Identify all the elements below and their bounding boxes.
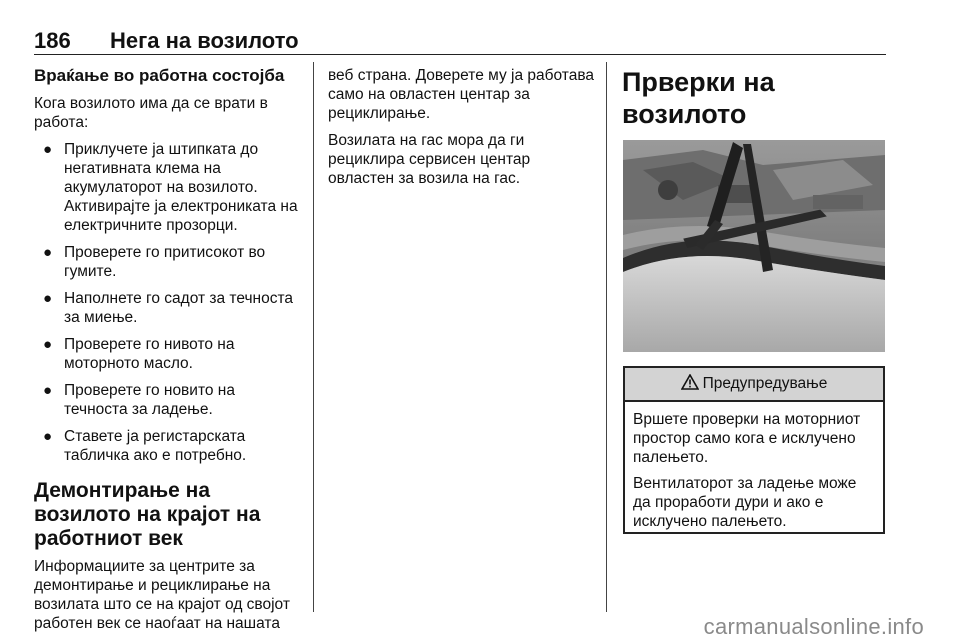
checklist xyxy=(34,140,302,465)
page-header xyxy=(34,28,886,52)
warning-header xyxy=(625,368,883,402)
list-item: ● Проверете го новито на течноста за ладење. xyxy=(43,382,235,418)
list-item: ● Приклучете ја штипката до негативната клема на акумулаторот на возилото. Активирајте ја електрониката на електричните прозорци. xyxy=(43,141,298,234)
gas-vehicle-text: Возилата на гас мора да ги рециклира сервисен центар овластен за возила на гас. xyxy=(328,132,531,187)
section-title-vehicle-checks: Прверки на возилото xyxy=(622,67,775,129)
header-rule xyxy=(34,54,886,55)
list-item: ● Наполнете го садот за течноста за миење. xyxy=(43,290,294,326)
engine-hood-photo xyxy=(623,140,885,352)
left-column xyxy=(34,66,302,633)
warning-triangle-icon xyxy=(681,374,699,395)
list-item: ● Проверете го нивото на моторното масло. xyxy=(43,336,235,372)
warning-box xyxy=(623,366,885,534)
end-of-life-text: Информациите за центрите за демонтирање и рециклирање на возилата што се на крајот од својот работен век се наоѓаат на нашата xyxy=(34,558,290,632)
warning-text: Вентилаторот за ладење може да проработи дури и ако е исклучено палењето. xyxy=(633,475,857,530)
section-heading-return-to-service: Враќање во работна состојба xyxy=(34,66,285,85)
warning-body xyxy=(625,402,883,531)
warning-title: Предупредување xyxy=(702,375,828,392)
watermark: carmanualsonline.info xyxy=(703,614,924,639)
page-number: 186 xyxy=(34,28,71,53)
intro-text: Кога возилото има да се врати в работа: xyxy=(34,95,268,131)
recycling-text: веб страна. Доверете му ја работава само на овластен центар за рециклирање. xyxy=(328,67,595,122)
column-divider xyxy=(313,62,314,612)
middle-column xyxy=(328,66,598,188)
section-heading-end-of-life: Демонтирање на возилото на крајот на работниот век xyxy=(34,479,261,550)
list-item: ● Проверете го притисокот во гумите. xyxy=(43,244,266,280)
column-divider xyxy=(606,62,607,612)
page-title: Нега на возилото xyxy=(110,28,299,53)
list-item: ● Ставете ја регистарската табличка ако е потребно. xyxy=(43,428,247,464)
warning-text: Вршете проверки на моторниот простор само кога е исклучено палењето. xyxy=(633,411,861,466)
